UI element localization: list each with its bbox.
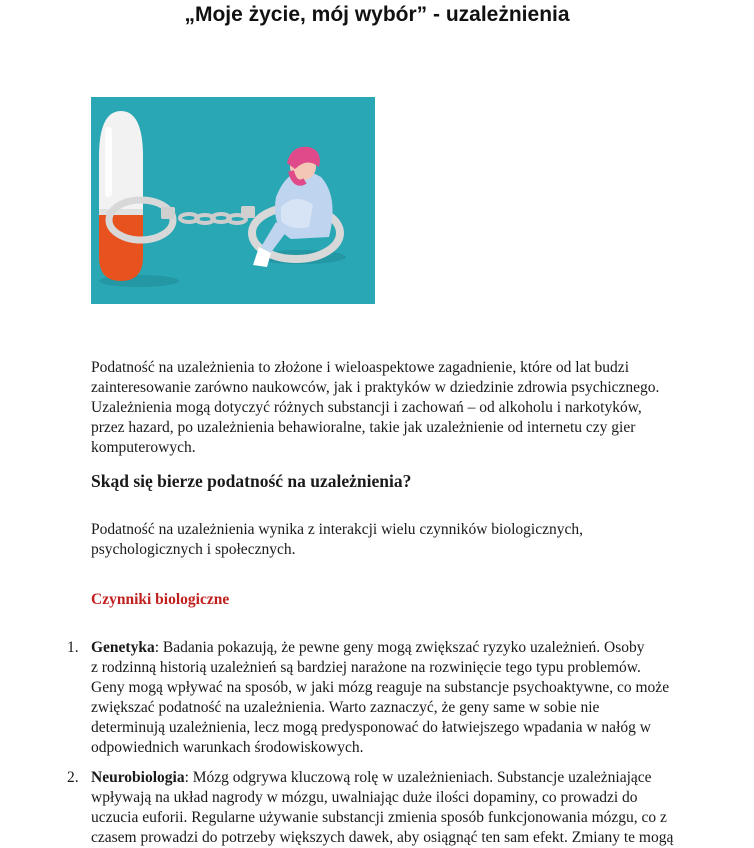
intro-paragraph [91,358,681,458]
list-line: Geny mogą wpływać na sposób, w jaki mózg reaguje na substancje psychoaktywne, co może [91,679,670,696]
list-line [91,638,681,658]
section-heading-biological: Czynniki biologiczne [91,591,230,608]
intro-line: komputerowych. [91,439,196,456]
factors-line: psychologicznych i społecznych. [91,541,296,558]
pill-icon [99,111,143,281]
list-text: : Badania pokazują, że pewne geny mogą zwiększać ryzyko uzależnień. Osoby [154,639,645,656]
addiction-illustration [91,97,375,304]
list-item-genetics [67,638,681,758]
list-line: zwiększać podatność na uzależnienia. Warto zaznaczyć, że geny same w sobie nie [91,699,600,716]
intro-line: Podatność na uzależnienia to złożone i wieloaspektowe zagadnienie, które od lat budzi [91,359,629,376]
list-line: uczucia euforii. Regularne używanie substancji zmienia sposób funkcjonowania mózgu, co z [91,809,667,826]
list-number: 2. [67,769,79,786]
list-item-neurobiology [67,768,681,848]
intro-line: zainteresowanie zarówno naukowców, jak i praktyków w dziedzinie zdrowia psychicznego. [91,379,660,396]
intro-line: przez hazard, po uzależnienia behawioralne, takie jak uzależnienie od internetu czy gier [91,419,636,436]
factors-paragraph [91,520,681,560]
list-term: Neurobiologia [91,769,185,786]
list-line: determinują uzależnienia, lecz mogą predysponować do łatwiejszego wpadania w nałóg w [91,719,651,736]
list-line: czasem prowadzi do potrzeby większych dawek, aby osiągnąć ten sam efekt. Zmiany te mogą [91,829,674,846]
intro-line: Uzależnienia mogą dotyczyć różnych substancji i zachowań – od alkoholu i narkotyków, [91,399,642,416]
list-number: 1. [67,639,79,656]
page-title: „Moje życie, mój wybór” - uzależnienia [184,3,570,26]
list-line [91,768,681,788]
list-line: wpływają na układ nagrody w mózgu, uwalniając duże ilości dopaminy, co prowadzi do [91,789,638,806]
list-term: Genetyka [91,639,155,656]
section-heading-source: Skąd się bierze podatność na uzależnienia? [91,471,412,491]
list-line: odpowiednich warunkach środowiskowych. [91,739,364,756]
list-text: : Mózg odgrywa kluczową rolę w uzależnieniach. Substancje uzależniające [184,769,652,786]
factors-line: Podatność na uzależnienia wynika z interakcji wielu czynników biologicznych, [91,521,583,538]
list-line: z rodzinną historią uzależnień są bardziej narażone na rozwinięcie tego typu problemów. [91,659,641,676]
